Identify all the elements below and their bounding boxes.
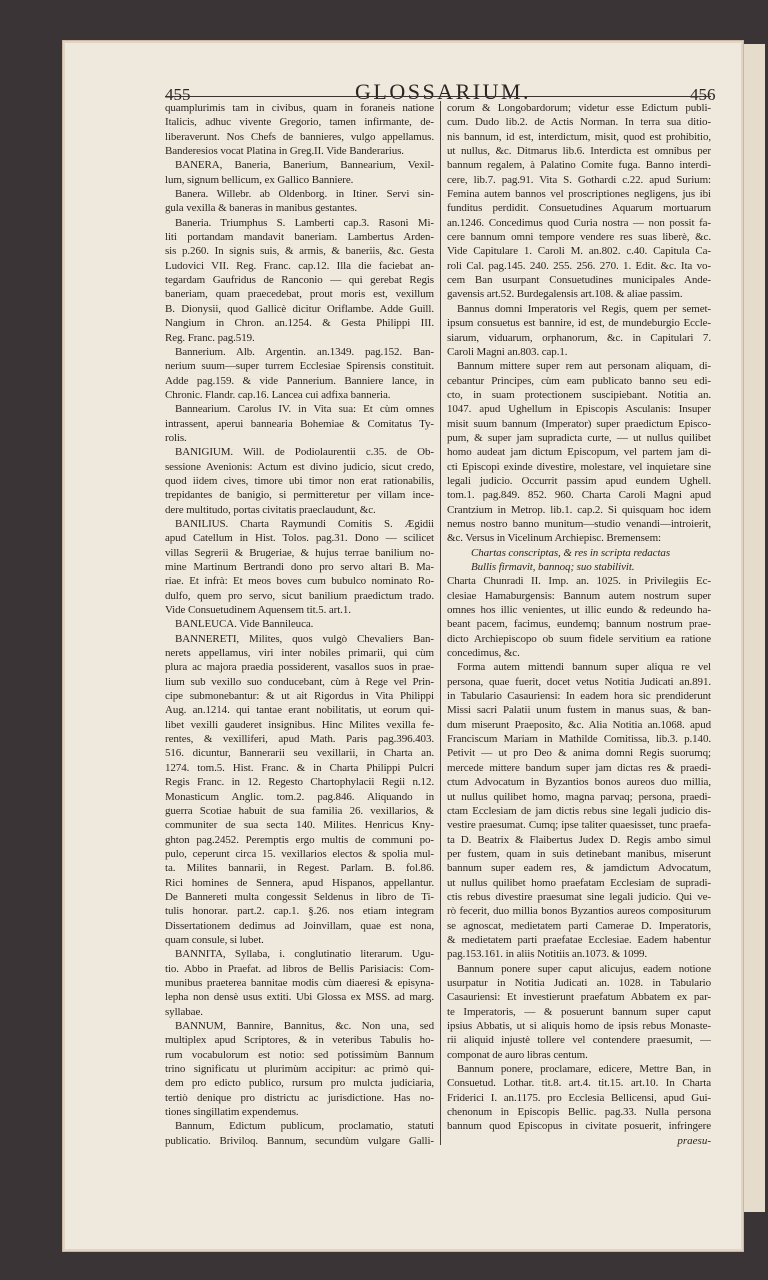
- paragraph: [447, 660, 711, 961]
- text-line: tegardam Gaufridus de Ranconio — qui gerebat Regis: [165, 274, 434, 287]
- text-line: Bannearium. Carolus IV. in Vita sua: Et cùm omnes: [175, 403, 434, 416]
- text-line: pum, & super jam supradicta curte, — ut nullus quilibet: [447, 431, 711, 444]
- text-line: riae. Et infrà: Et meos boves cum bubulco nominato Ro-: [165, 575, 434, 588]
- text-line: publicatio. Briviloq. Bannum, secundùm vulgare Galli-: [165, 1134, 434, 1147]
- paragraph: [165, 1019, 434, 1119]
- text-line: cti Episcopi exinde divestire, molestare, vel inquietare sine: [447, 460, 711, 473]
- text-line: trepidantes de banigio, si permitteretur per villam ince-: [165, 489, 434, 502]
- text-line: BANLEUCA. Vide Bannileuca.: [175, 618, 314, 631]
- right-column: [447, 101, 711, 1134]
- paragraph: [165, 617, 434, 631]
- paragraph: [165, 187, 434, 216]
- paragraph: [447, 1062, 711, 1134]
- text-line: legali judicio. Occurrit passim apud eundem Ughell.: [447, 474, 711, 487]
- text-line: lium sub vexillo suo conducebant, cùm à Rege vel Prin-: [165, 675, 434, 688]
- text-line: BANILIUS. Charta Raymundi Comitis S. Ægidii: [175, 517, 434, 530]
- text-line: roli Cal. pag.145. 240. 255. 256. 270. 1. Edit. &c. Ita vo-: [447, 259, 711, 272]
- text-line: ctum Advocatum in Byzantios bonos aureos duo millia,: [447, 776, 711, 789]
- paragraph: [165, 632, 434, 948]
- text-line: ut nullus quilibet homo praefatam Ecclesiam de supradi-: [447, 876, 711, 889]
- text-line: gula vexilla & baneras in manibus gestantes.: [165, 202, 358, 215]
- text-line: rò fecerit, duo millia bonos Byzantios aureos compositurum: [447, 905, 711, 918]
- text-line: Consuetud. Lothar. tit.8. art.4. tit.15. art.10. In Charta: [447, 1077, 711, 1090]
- column-divider: [440, 101, 441, 1145]
- text-line: gavensis art.52. Burdegalensis art.108. & aliae passim.: [447, 288, 683, 301]
- text-line: Dissertationem dedimus ad Joinvillam, quae est nona,: [165, 919, 434, 932]
- paragraph: [447, 962, 711, 1062]
- text-line: Crantzium in Metrop. lib.1. cap.2. Si quisquam hoc idem: [447, 503, 711, 516]
- text-line: syllabae.: [165, 1005, 203, 1018]
- text-line: BANNITA, Syllaba, i. conglutinatio literarum. Ugu-: [175, 948, 434, 961]
- text-line: nerets appellamus, viri inter nobiles primarii, qui cùm: [165, 647, 434, 660]
- text-line: 1274. tom.5. Hist. Franc. & in Charta Philippi Pulcri: [165, 761, 434, 774]
- text-line: multiplex apud Scriptores, & in veteribus Tabulis ho-: [165, 1034, 434, 1047]
- text-line: lum, signum bellicum, ex Gallico Banniere.: [165, 173, 354, 186]
- text-line: homo audeat jam dictum Episcopum, vel partem jam di-: [447, 446, 711, 459]
- text-line: rii aliquid injustè tollere vel contendere praesumit, —: [447, 1034, 711, 1047]
- text-line: Bannum, Edictum publicum, proclamatio, statuti: [175, 1120, 434, 1133]
- paragraph: [447, 574, 711, 660]
- text-line: baneriam, quam praecedebat, prout moris est, vexillum: [165, 288, 434, 301]
- text-line: nemus nostro banno munitum—studio venandi—introierit,: [447, 517, 711, 530]
- text-line: funditus perdidit. Consuetudines Aquarum mortuarum: [447, 202, 711, 215]
- text-line: tulis honorar. part.2. cap.1. §.26. nos etiam integram: [165, 905, 434, 918]
- text-line: Bullis firmavit, bannoq; suo stabilivit.: [471, 561, 635, 573]
- text-line: liberaverunt. Nos Chefs de bannieres, vulgo appellamus.: [165, 130, 434, 143]
- text-line: dulfo, quem pro servo, sicut banilium praedictum trado.: [165, 589, 434, 602]
- text-line: Ludovici VII. Reg. Franc. cap.12. Illa die faciebat an-: [165, 259, 434, 272]
- text-line: ctis rebus divestire praesumat sine legali judicio. Qui ve-: [447, 890, 711, 903]
- text-line: liti portandam mandavit baneriam. Lambertus Arden-: [165, 231, 434, 244]
- text-line: componat de auro libras centum.: [447, 1048, 588, 1061]
- text-line: Regis Franc. in 12. Regesto Chartophylacii Regii n.12.: [165, 776, 434, 789]
- text-line: nis bannum, id est, interdictum, misit, quod est prohibitio,: [447, 130, 711, 143]
- text-line: intrassent, aperui bannearia Bohemiae & Comitatus Ty-: [165, 417, 434, 430]
- text-line: te Imperatoris, — & posuerunt bannum super caput: [447, 1005, 711, 1018]
- text-line: in Tabulario Casauriensi: In eadem hora sic prendiderunt: [447, 690, 711, 703]
- text-line: 516. dicuntur, Bannerarii seu vexillarii, in Charta an.: [165, 747, 434, 760]
- text-line: ipsum consuetus est bannire, id est, de mundeburgio Eccle-: [447, 317, 711, 330]
- text-line: Charta Chunradi II. Imp. an. 1025. in Privilegiis Ec-: [447, 575, 711, 588]
- paragraph: [165, 402, 434, 445]
- text-line: BANIGIUM. Will. de Podiolaurentii c.35. de Ob-: [175, 446, 434, 459]
- text-line: tertiò denique pro districtu ac jurisdictione. Has no-: [165, 1091, 434, 1104]
- running-title: GLOSSARIUM.: [355, 79, 532, 104]
- text-line: pulo, ceperunt circa 15. vexillarios electos & spolia mul-: [165, 847, 434, 860]
- text-line: dum miserunt Praeposito, &c. Alia Notitia an.1068. apud: [447, 718, 711, 731]
- paragraph: [165, 101, 434, 158]
- paragraph: [165, 445, 434, 517]
- text-line: ipsius Abbatis, ut si aliquis homo de ipsis rebus Monaste-: [447, 1020, 711, 1032]
- text-line: rolis.: [165, 431, 187, 444]
- paragraph: [165, 947, 434, 1019]
- text-line: &c. Versus in Vicelinum Archiepisc. Bremensem:: [447, 532, 661, 545]
- text-line: Aug. an.1214. qui tantae erant nobilitatis, ut eorum qui-: [165, 704, 434, 717]
- text-line: apud Catellum in Hist. Tolos. pag.31. Dono — scilicet: [165, 532, 434, 545]
- text-line: Chartas conscriptas, & res in scripta redactas: [471, 546, 671, 559]
- text-line: dere multitudo, portas civitatis praeclaudunt, &c.: [165, 503, 376, 516]
- text-line: Reg. Franc. pag.519.: [165, 331, 255, 344]
- text-line: nerium suum—super turrem Ecclesiae Spirensis constituit.: [165, 360, 434, 373]
- text-line: 1047. apud Ughellum in Episcopis Asculanis: Insuper: [447, 403, 711, 416]
- text-line: Adde pag.159. & vide Pannerium. Banniere lance, in: [165, 374, 434, 387]
- page-number-right: 456: [690, 85, 716, 104]
- text-line: Bannerium. Alb. Argentin. an.1349. pag.152. Ban-: [175, 345, 434, 358]
- text-line: sessione Avenionis: Actum est divino judicio, sicut credo,: [165, 460, 434, 473]
- text-line: Nangium in Chron. an.1254. & Gesta Philippi III.: [165, 317, 434, 330]
- text-line: Missi sacri Palatii unum fustem in manus suas, & ban-: [447, 704, 711, 717]
- text-line: persona, quae fuerit, docet vetus Notitia Judicati an.891.: [447, 675, 711, 688]
- paragraph: [165, 517, 434, 617]
- text-line: guerra Scotiae habuit de sua familia 26. vexillarios, &: [165, 804, 434, 817]
- text-line: B. Dionysii, quod Gallicè dicitur Oriflambe. Adde Guill.: [165, 302, 434, 315]
- text-line: cipe submonebantur: & ut ait Rigordus in Vita Philippi: [165, 690, 434, 703]
- text-line: Friderici I. an.1175. pro Ecclesia Bellicensi, apud Gui-: [447, 1091, 711, 1104]
- text-line: Franciscum Mariam in Mathilde Comitissa, lib.3. p.140.: [447, 733, 711, 746]
- text-line: cto, in suam protectionem suscipiebant. Notitia an.: [447, 388, 711, 401]
- text-line: concedimus, &c.: [447, 647, 520, 660]
- text-line: quam consule, si lubet.: [165, 933, 264, 946]
- text-line: omnes hos illic venientes, ut illic eundo & redeundo ha-: [447, 604, 711, 617]
- book-page: [62, 40, 744, 1252]
- text-line: Italicis, adhuc vivente Gregorio, tamen infirmante, de-: [165, 116, 434, 129]
- text-line: cere, lib.7. pag.91. Vita S. Gothardi c.22. apud Surium:: [447, 173, 711, 186]
- text-line: munibus praeterea bannitae modis cùm diaeresi & episyna-: [165, 976, 434, 989]
- paragraph: [165, 1119, 434, 1148]
- paragraph: [447, 302, 711, 359]
- text-line: an.1246. Concedimus quod Curia nostra — non possit fa-: [447, 216, 711, 229]
- text-line: communiter de sua secta 140. Milites. Henricus Kny-: [165, 819, 434, 832]
- page-number-left: 455: [165, 85, 191, 104]
- text-line: ut nullus, &c. Ditmarus lib.6. Interdicta est omnibus per: [447, 145, 711, 158]
- text-line: cum. Dudo lib.2. de Actis Norman. In terra sua ditio-: [447, 116, 711, 129]
- text-line: rum vocabulorum est notio: sed potissimùm Bannum: [165, 1048, 434, 1061]
- text-line: per fustem, quam in suis detinebant manibus, miserunt: [447, 847, 711, 860]
- text-line: quamplurimis tam in civibus, quam in foraneis natione: [165, 102, 434, 114]
- paragraph: [165, 158, 434, 187]
- text-line: villas Segrerii & Brugeriae, & hujus terrae banilium no-: [165, 546, 434, 559]
- text-line: ta D. Beatrix & Flaibertus Judex D. Regis ambo simul: [447, 833, 711, 846]
- paragraph: [447, 359, 711, 545]
- text-line: quod iidem cives, timore ubi timor non erat rationabilis,: [165, 474, 434, 487]
- text-line: & medietatem parti praefatae Ecclesiae. Eadem habentur: [447, 933, 711, 946]
- paragraph: [447, 546, 711, 575]
- text-line: Bannum ponere, proclamare, edicere, Mettre Ban, in: [457, 1063, 711, 1076]
- text-line: chenonum in Episcopis Bellic. pag.33. Nulla persona: [447, 1106, 711, 1119]
- paragraph: [447, 101, 711, 302]
- text-line: Femina autem bannos vel proscriptiones negligens, jus ibi: [447, 188, 711, 201]
- text-line: De Bannereti multa congessit Seldenus in libro de Ti-: [165, 890, 434, 903]
- text-line: BANNERETI, Milites, quos vulgò Chevaliers Ban-: [175, 632, 434, 645]
- text-line: ta. Milites bannarii, in Regest. Parlam. B. fol.86.: [165, 862, 434, 875]
- text-line: ghton pag.2452. Peremptis ergo multis de communi po-: [165, 833, 434, 846]
- text-line: Caroli Magni an.803. cap.1.: [447, 345, 568, 358]
- text-line: Rici homines de Sennera, apud Hispanos, appellantur.: [165, 876, 434, 889]
- text-line: lepha non densè usus extiti. Ubi Glossa ex MSS. ad marg.: [165, 991, 434, 1004]
- text-line: usurpatur in Notitia Judicati an. 1028. in Tabulario: [447, 976, 711, 989]
- text-line: misit suum bannum (Imperator) super praedictum Episco-: [447, 417, 711, 430]
- text-line: mercede mittere bandum super jam dictas res & praedi-: [447, 761, 711, 774]
- text-line: corum & Longobardorum; videtur esse Edictum publi-: [447, 102, 711, 114]
- text-line: Bannum ponere super caput alicujus, eadem notione: [457, 962, 711, 975]
- paragraph: [165, 345, 434, 402]
- text-line: clesiae Hamaburgensis: Bannum autem nostrum super: [447, 589, 711, 602]
- text-line: Chronic. Flandr. cap.16. Lancea cui adfixa banneria.: [165, 388, 391, 401]
- text-line: plura ac majora praedia possiderent, vasallos suos in prae-: [165, 661, 434, 674]
- text-line: se agnoscat, medietatem parti Camerae D. Imperatoris,: [447, 919, 711, 932]
- text-line: Petivit — ut pro Deo & anima domni Regis suorumq;: [447, 747, 711, 760]
- left-column: [165, 101, 434, 1148]
- text-line: ctam Ecclesiam de jam dictis rebus sine legali judicio dis-: [447, 804, 711, 817]
- text-line: rentes, & vexilliferi, apud Math. Paris pag.396.403.: [165, 733, 434, 746]
- text-line: tio. Abbo in Praefat. ad libros de Bellis Parisiacis: Com-: [165, 962, 434, 975]
- text-line: tom.1. pag.849. 852. 960. Charta Caroli Magni apud: [447, 489, 711, 502]
- text-line: tiones singillatim expendemus.: [165, 1106, 299, 1119]
- text-line: Banderesios vocat Platina in Greg.II. Vide Banderarius.: [165, 145, 404, 158]
- text-line: trino significatu ut plurimùm accipitur: ac primò qui-: [165, 1063, 434, 1076]
- text-line: Forma autem mittendi bannum super aliqua re vel: [457, 661, 711, 674]
- header-rule: [165, 96, 711, 97]
- text-line: sis p.260. In signis suis, & armis, & baneriis, &c. Gesta: [165, 245, 434, 258]
- text-line: Banera. Willebr. ab Oldenborg. in Itiner. Servi sin-: [175, 188, 434, 201]
- paragraph: [165, 216, 434, 345]
- text-line: Vide Consuetudinem Aquensem tit.5. art.1.: [165, 604, 351, 617]
- text-line: beant pacem, facimus, eundemq; bannum nostrum prae-: [447, 618, 711, 631]
- text-line: pag.153.161. in aliis Notitiis an.1073. & 1099.: [447, 948, 648, 961]
- text-line: Baneria. Triumphus S. Lamberti cap.3. Rasoni Mi-: [175, 216, 434, 229]
- text-line: ut nullus quilibet homo, magna parvaq; persona, praedi-: [447, 790, 711, 803]
- text-line: cere bannum omni tempore vendere res suas liberè, &c.: [447, 231, 711, 244]
- text-line: Bannum mittere super rem aut personam aliquam, di-: [457, 360, 711, 373]
- text-line: vestire praesumat. Cumq; ipse taliter quaesisset, tunc praefa-: [447, 819, 711, 832]
- text-line: siarum, viduarum, orphanorum, &c. in Capitulari 7.: [447, 331, 711, 344]
- text-line: bannum quod Episcopus in civitate posuerit, infringere: [447, 1120, 711, 1133]
- text-line: bannum super eadem res, & jamdictum Advocatum,: [447, 862, 711, 875]
- text-line: Casauriensi: Et investierunt praefatum Abbatem ex par-: [447, 991, 711, 1004]
- text-line: Bannus domni Imperatoris vel Regis, quem per semet-: [457, 302, 711, 315]
- adjacent-page-edge: [742, 44, 765, 1212]
- text-line: BANNUM, Bannire, Bannitus, &c. Non una, sed: [175, 1020, 434, 1032]
- text-line: mine Martinum Bertrandi dono pro servo altari B. Ma-: [165, 561, 434, 573]
- text-line: dicto Archiepiscopo ob suum fidele servitium ea ratione: [447, 632, 711, 645]
- text-line: cem Ban usurpant Consuetudines municipales Ande-: [447, 274, 711, 287]
- text-line: bannum regalem, à Palatino Comite fuga. Banno interdi-: [447, 159, 711, 172]
- text-line: cebantur Principes, cùm eam publicato banno seu edi-: [447, 374, 711, 387]
- text-line: BANERA, Baneria, Banerium, Bannearium, Vexil-: [175, 159, 434, 172]
- catchword: praesu-: [677, 1135, 711, 1147]
- text-line: dem pro edicto publico, rursum pro mulcta judiciaria,: [165, 1077, 434, 1090]
- text-line: libet vexilli gauderet insignibus. Hinc Milites vexilla fe-: [165, 718, 434, 731]
- text-line: Vide Capitulare 1. Caroli M. an.802. c.40. Capitula Ca-: [447, 245, 711, 258]
- text-line: Monasticum Anglic. tom.2. pag.846. Aliquando in: [165, 790, 434, 803]
